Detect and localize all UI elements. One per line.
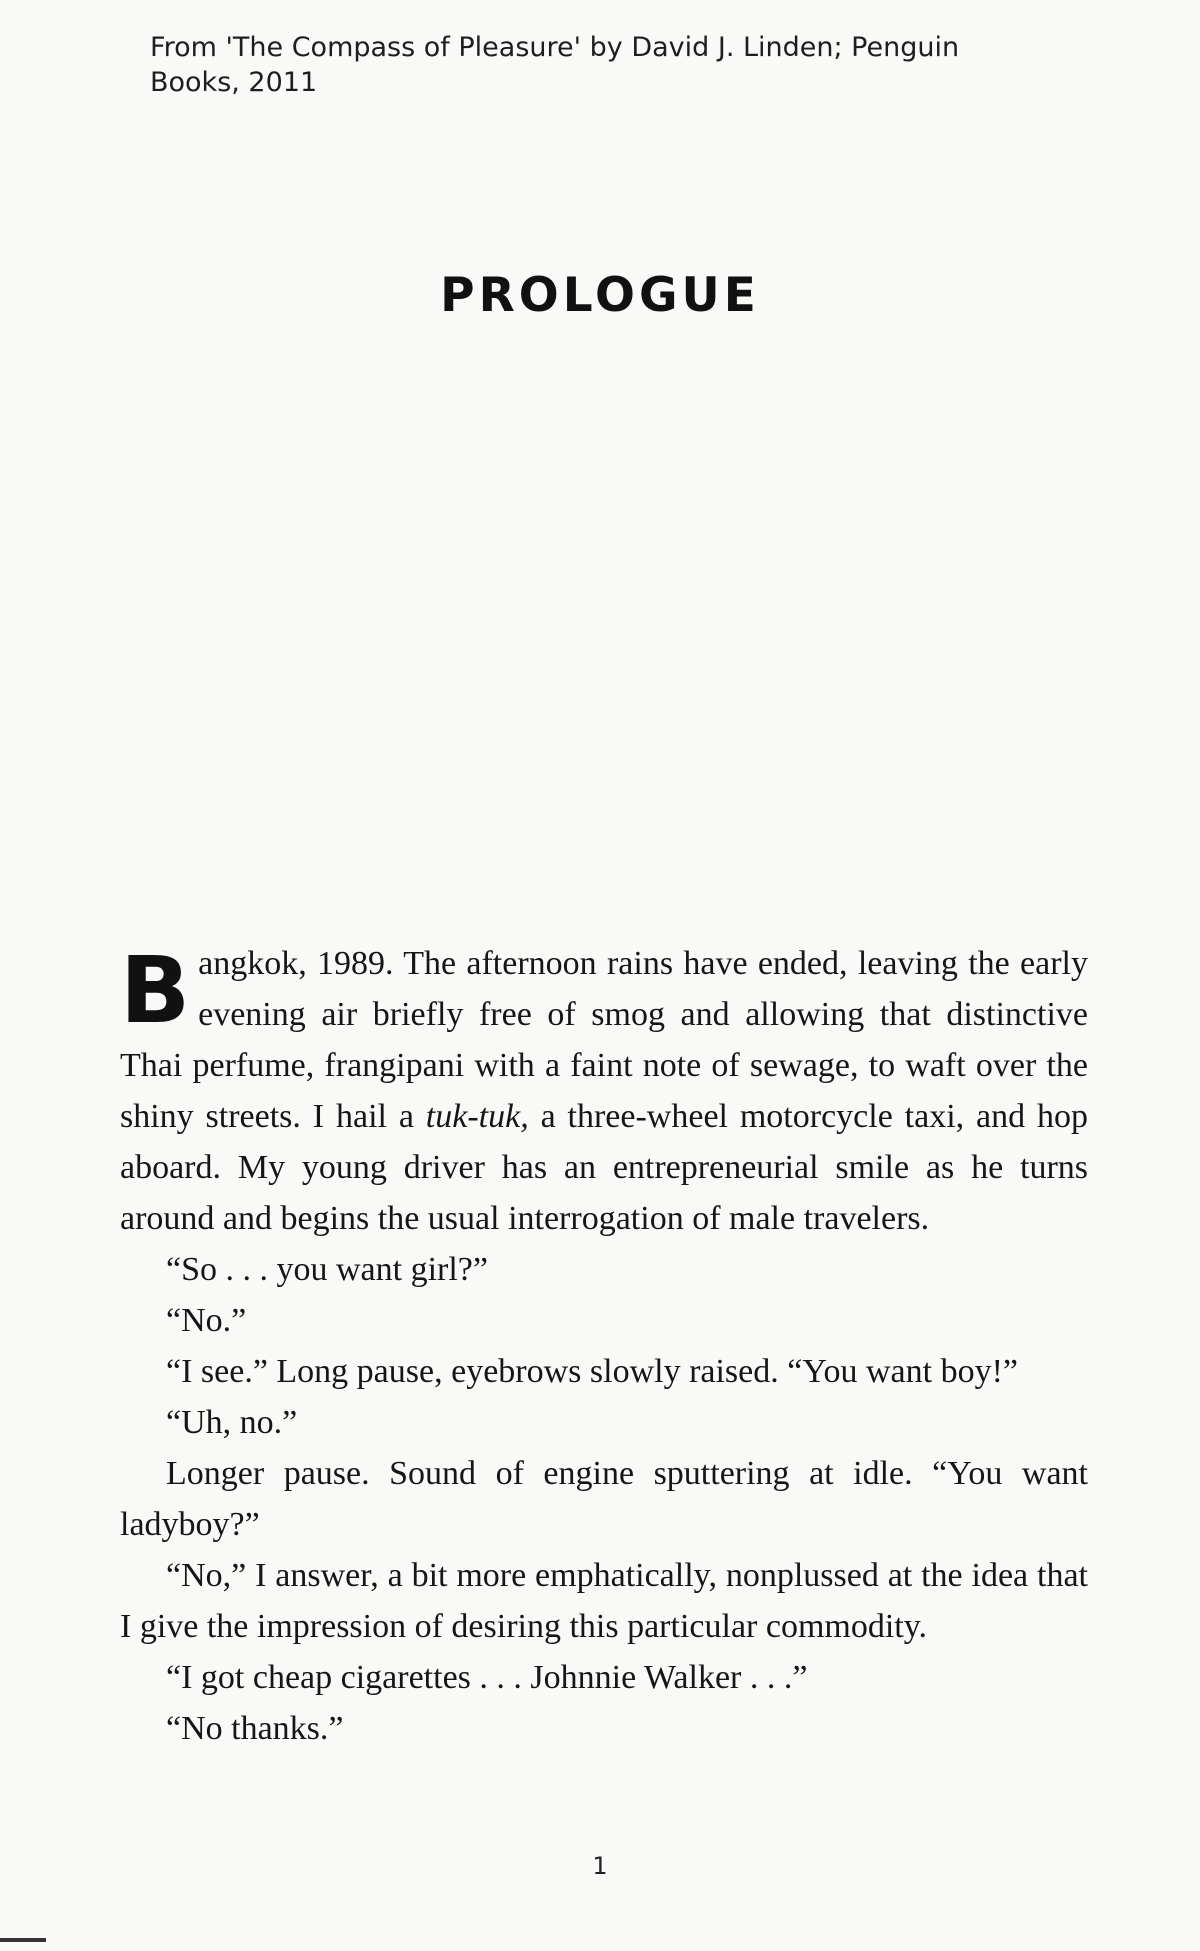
dialogue-line: “No.” bbox=[166, 1302, 247, 1339]
dialogue-line: “No,” I answer, a bit more emphatically, nonplussed at the idea that I give the impression of desiring this particular commodity. bbox=[120, 1557, 1088, 1645]
body-text bbox=[120, 938, 1088, 1754]
dialogue-line: “I got cheap cigarettes . . . Johnnie Walker . . .” bbox=[166, 1659, 808, 1696]
dialogue-line: Longer pause. Sound of engine sputtering at idle. “You want ladyboy?” bbox=[120, 1455, 1088, 1543]
page-number: 1 bbox=[592, 1852, 608, 1880]
opening-paragraph bbox=[120, 938, 1088, 1244]
dialogue-line: “I see.” Long pause, eyebrows slowly raised. “You want boy!” bbox=[166, 1353, 1018, 1390]
scan-edge-mark bbox=[0, 1938, 46, 1942]
opening-text-continued: a three-wheel motorcycle taxi, and hop aboard. My young driver has an entrepreneurial smile as he turns around and begins the usual interrogation of male travelers. bbox=[120, 1098, 1088, 1237]
dialogue-line: “So . . . you want girl?” bbox=[166, 1251, 488, 1288]
chapter-title: PROLOGUE bbox=[440, 268, 760, 323]
italic-term: tuk-tuk, bbox=[425, 1098, 529, 1135]
drop-cap: B bbox=[120, 937, 191, 1044]
dialogue-line: “Uh, no.” bbox=[166, 1404, 298, 1441]
source-citation: From 'The Compass of Pleasure' by David J. Linden; Penguin Books, 2011 bbox=[150, 32, 960, 98]
opening-text: angkok, 1989. The afternoon rains have ended, leaving the early evening air briefly free of smog and allowing that distinctive Thai perfume, frangipani with a faint note of sewage, to waft over the shiny streets. I hail a bbox=[120, 945, 1088, 1135]
dialogue-line: “No thanks.” bbox=[166, 1710, 344, 1747]
